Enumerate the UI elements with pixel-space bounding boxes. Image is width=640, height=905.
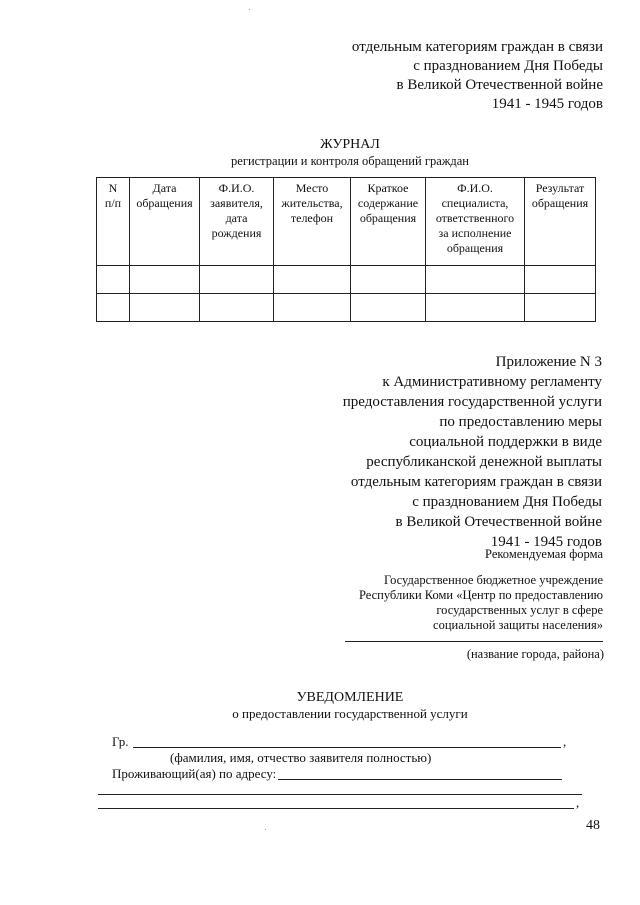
header-text: Дата <box>152 181 177 195</box>
header-text: ответственного <box>435 211 515 225</box>
table-row <box>97 266 596 294</box>
institution-name <box>359 573 603 633</box>
annex-line: предоставления государственной услуги <box>342 394 602 410</box>
notice-subtitle: о предоставлении государственной услуги <box>232 706 468 721</box>
header-text: специалиста, <box>441 196 509 210</box>
header-text: содержание <box>357 196 419 210</box>
table-cell <box>97 266 130 294</box>
header-date <box>130 178 200 266</box>
header-number <box>97 178 130 266</box>
header-text: Ф.И.О. <box>218 181 255 195</box>
notice-title: УВЕДОМЛЕНИЕ <box>296 690 404 705</box>
annex-line: отдельным категориям граждан в связи <box>350 474 602 490</box>
header-text: обращения <box>136 196 193 210</box>
header-text: жительства, <box>281 196 343 210</box>
table-cell <box>97 294 130 322</box>
city-name-line <box>345 641 603 642</box>
top-line: в Великой Отечественной войне <box>396 77 603 93</box>
citizen-field-comma: , <box>563 734 567 749</box>
header-summary <box>351 178 426 266</box>
header-text: обращения <box>359 211 417 225</box>
table-cell <box>426 266 525 294</box>
address-field-line2[interactable] <box>98 794 582 795</box>
annex-line: в Великой Отечественной войне <box>395 514 602 530</box>
header-text: обращения <box>531 196 589 210</box>
header-text: обращения <box>446 241 504 255</box>
table-cell <box>274 266 351 294</box>
header-text: N <box>108 181 118 195</box>
table-row <box>97 294 596 322</box>
annex-line: по предоставлению меры <box>439 414 602 430</box>
header-text: Результат <box>535 181 585 195</box>
header-text: Ф.И.О. <box>457 181 493 195</box>
journal-title: ЖУРНАЛ <box>320 137 380 152</box>
annex-line: к Административному регламенту <box>382 374 602 390</box>
top-line: 1941 - 1945 годов <box>491 96 603 112</box>
table-cell <box>426 294 525 322</box>
institution-line: Республики Коми «Центр по предоставлению <box>358 588 603 602</box>
table-cell <box>130 266 200 294</box>
page-number: 48 <box>586 818 600 833</box>
header-text: п/п <box>104 196 122 210</box>
header-result <box>525 178 596 266</box>
institution-line: государственных услуг в сфере <box>436 603 603 617</box>
header-text: за исполнение <box>438 226 512 240</box>
header-residence <box>274 178 351 266</box>
header-applicant <box>200 178 274 266</box>
table-cell <box>200 294 274 322</box>
name-caption: (фамилия, имя, отчество заявителя полностью) <box>170 750 432 765</box>
journal-header-row <box>97 178 596 266</box>
annex-line: республиканской денежной выплаты <box>366 454 602 470</box>
header-text: заявителя, <box>210 196 263 210</box>
scan-speck <box>249 9 250 10</box>
header-text: Краткое <box>367 181 409 195</box>
citizen-label: Гр. <box>112 734 129 749</box>
annex-line: 1941 - 1945 годов <box>490 534 602 550</box>
address-field-line3[interactable] <box>98 808 574 809</box>
citizen-name-field[interactable] <box>133 747 561 748</box>
header-text: дата <box>225 211 248 225</box>
header-specialist <box>426 178 525 266</box>
address-field-line1[interactable] <box>278 779 562 780</box>
journal-table <box>96 177 596 322</box>
table-cell <box>525 294 596 322</box>
annex-line: социальной поддержки в виде <box>409 434 602 450</box>
header-text: Место <box>295 181 329 195</box>
top-line: отдельным категориям граждан в связи <box>351 39 603 55</box>
annex-line: Приложение N 3 <box>495 354 602 370</box>
table-cell <box>274 294 351 322</box>
institution-line: социальной защиты населения» <box>433 618 603 632</box>
city-name-caption: (название города, района) <box>466 647 604 661</box>
address-label: Проживающий(ая) по адресу: <box>112 766 277 781</box>
annex-line: с празднованием Дня Победы <box>412 494 602 510</box>
scan-speck <box>265 829 266 830</box>
table-cell <box>351 266 426 294</box>
header-text: рождения <box>211 226 262 240</box>
institution-line: Государственное бюджетное учреждение <box>383 573 603 587</box>
table-cell <box>351 294 426 322</box>
journal-subtitle: регистрации и контроля обращений граждан <box>231 154 469 168</box>
header-text: телефон <box>290 211 334 225</box>
table-cell <box>525 266 596 294</box>
annex-header <box>343 352 602 552</box>
top-annex-continuation <box>352 38 603 114</box>
table-cell <box>130 294 200 322</box>
address-field-comma: , <box>576 795 580 810</box>
recommended-form-label: Рекомендуемая форма <box>485 547 603 561</box>
top-line: с празднованием Дня Победы <box>413 58 603 74</box>
table-cell <box>200 266 274 294</box>
